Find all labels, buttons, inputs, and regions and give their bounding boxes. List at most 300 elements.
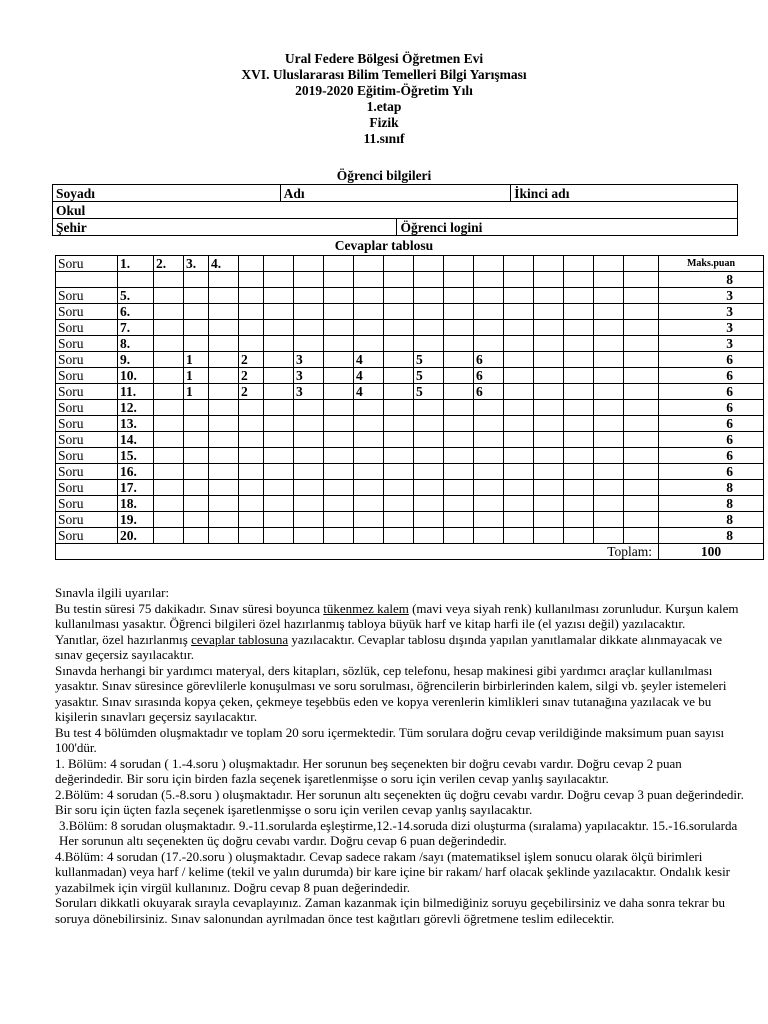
answer-cell[interactable] <box>154 512 184 528</box>
answer-cell[interactable] <box>294 464 324 480</box>
option-number[interactable]: 3 <box>294 352 324 368</box>
answer-cell[interactable] <box>414 432 444 448</box>
answer-cell[interactable] <box>354 400 384 416</box>
answer-cell[interactable] <box>444 288 474 304</box>
answer-cell[interactable] <box>624 336 659 352</box>
answer-cell[interactable] <box>474 416 504 432</box>
answer-cell[interactable] <box>384 400 414 416</box>
option-number[interactable]: 2 <box>239 384 264 400</box>
answer-cell[interactable] <box>474 304 504 320</box>
answer-cell[interactable] <box>184 512 209 528</box>
answer-cell[interactable] <box>534 320 564 336</box>
answer-cell[interactable] <box>414 480 444 496</box>
answer-cell[interactable] <box>414 272 444 288</box>
answer-cell[interactable] <box>534 384 564 400</box>
surname-field[interactable]: Soyadı <box>53 185 281 202</box>
answer-cell[interactable] <box>594 256 624 272</box>
answer-cell[interactable] <box>384 432 414 448</box>
answer-cell[interactable] <box>594 352 624 368</box>
answer-cell[interactable] <box>504 320 534 336</box>
answer-cell[interactable] <box>414 448 444 464</box>
answer-cell[interactable] <box>384 384 414 400</box>
answer-cell[interactable] <box>209 416 239 432</box>
answer-cell[interactable] <box>154 400 184 416</box>
answer-cell[interactable] <box>414 288 444 304</box>
answer-cell[interactable] <box>504 432 534 448</box>
answer-cell[interactable] <box>239 400 264 416</box>
answer-cell[interactable] <box>354 480 384 496</box>
answer-cell[interactable] <box>504 304 534 320</box>
answer-cell[interactable] <box>444 416 474 432</box>
answer-cell[interactable] <box>444 352 474 368</box>
answer-cell[interactable] <box>264 384 294 400</box>
answer-cell[interactable] <box>504 256 534 272</box>
answer-cell[interactable] <box>504 352 534 368</box>
answer-cell[interactable] <box>239 288 264 304</box>
answer-cell[interactable] <box>564 464 594 480</box>
answer-cell[interactable] <box>354 272 384 288</box>
answer-cell[interactable] <box>354 448 384 464</box>
answer-cell[interactable] <box>384 528 414 544</box>
answer-cell[interactable] <box>474 272 504 288</box>
answer-cell[interactable] <box>324 272 354 288</box>
answer-cell[interactable] <box>534 400 564 416</box>
answer-cell[interactable] <box>444 320 474 336</box>
answer-cell[interactable] <box>504 336 534 352</box>
answer-cell[interactable] <box>184 464 209 480</box>
answer-cell[interactable] <box>154 368 184 384</box>
answer-cell[interactable] <box>324 464 354 480</box>
answer-cell[interactable] <box>324 384 354 400</box>
answer-cell[interactable] <box>504 448 534 464</box>
answer-cell[interactable] <box>444 496 474 512</box>
answer-cell[interactable] <box>324 496 354 512</box>
answer-cell[interactable] <box>564 256 594 272</box>
answer-cell[interactable] <box>209 272 239 288</box>
answer-cell[interactable] <box>354 288 384 304</box>
option-number[interactable]: 5 <box>414 368 444 384</box>
answer-cell[interactable] <box>184 496 209 512</box>
answer-cell[interactable] <box>209 480 239 496</box>
answer-cell[interactable] <box>534 416 564 432</box>
answer-cell[interactable] <box>294 288 324 304</box>
answer-cell[interactable] <box>564 336 594 352</box>
answer-cell[interactable] <box>504 272 534 288</box>
option-number[interactable]: 1 <box>184 368 209 384</box>
answer-cell[interactable] <box>209 400 239 416</box>
answer-cell[interactable] <box>624 288 659 304</box>
answer-cell[interactable] <box>154 336 184 352</box>
option-number[interactable]: 1 <box>184 384 209 400</box>
answer-cell[interactable] <box>324 336 354 352</box>
answer-cell[interactable] <box>324 368 354 384</box>
answer-cell[interactable] <box>154 288 184 304</box>
option-number[interactable]: 5 <box>414 384 444 400</box>
answer-cell[interactable] <box>184 400 209 416</box>
option-number[interactable]: 4 <box>354 368 384 384</box>
answer-cell[interactable] <box>384 272 414 288</box>
answer-cell[interactable] <box>594 528 624 544</box>
answer-cell[interactable] <box>239 432 264 448</box>
answer-cell[interactable] <box>624 448 659 464</box>
answer-cell[interactable] <box>504 400 534 416</box>
answer-cell[interactable] <box>594 448 624 464</box>
answer-cell[interactable] <box>294 528 324 544</box>
answer-cell[interactable] <box>504 288 534 304</box>
answer-cell[interactable] <box>354 512 384 528</box>
answer-cell[interactable] <box>624 384 659 400</box>
answer-cell[interactable] <box>264 288 294 304</box>
answer-cell[interactable] <box>444 448 474 464</box>
answer-cell[interactable] <box>474 496 504 512</box>
answer-cell[interactable] <box>624 496 659 512</box>
answer-cell[interactable] <box>209 352 239 368</box>
answer-cell[interactable] <box>444 512 474 528</box>
answer-cell[interactable] <box>504 528 534 544</box>
option-number[interactable]: 4 <box>354 384 384 400</box>
answer-cell[interactable] <box>264 272 294 288</box>
answer-cell[interactable] <box>444 528 474 544</box>
answer-cell[interactable] <box>209 368 239 384</box>
answer-cell[interactable] <box>594 416 624 432</box>
answer-cell[interactable] <box>264 352 294 368</box>
answer-cell[interactable] <box>564 384 594 400</box>
answer-cell[interactable] <box>239 528 264 544</box>
answer-cell[interactable] <box>294 256 324 272</box>
answer-cell[interactable] <box>154 464 184 480</box>
answer-cell[interactable] <box>294 304 324 320</box>
answer-cell[interactable] <box>474 336 504 352</box>
answer-cell[interactable] <box>384 416 414 432</box>
answer-cell[interactable] <box>564 528 594 544</box>
answer-cell[interactable] <box>444 368 474 384</box>
option-number[interactable]: 4 <box>354 352 384 368</box>
answer-cell[interactable] <box>354 496 384 512</box>
answer-cell[interactable] <box>209 336 239 352</box>
answer-cell[interactable] <box>294 336 324 352</box>
answer-cell[interactable] <box>294 400 324 416</box>
answer-cell[interactable] <box>324 432 354 448</box>
answer-cell[interactable] <box>324 320 354 336</box>
answer-cell[interactable] <box>534 432 564 448</box>
answer-cell[interactable] <box>294 320 324 336</box>
option-number[interactable]: 6 <box>474 352 504 368</box>
answer-cell[interactable] <box>534 448 564 464</box>
answer-cell[interactable] <box>184 320 209 336</box>
answer-cell[interactable] <box>264 400 294 416</box>
answer-cell[interactable] <box>504 496 534 512</box>
answer-cell[interactable] <box>564 320 594 336</box>
answer-cell[interactable] <box>594 464 624 480</box>
option-number[interactable]: 5 <box>414 352 444 368</box>
answer-cell[interactable] <box>154 528 184 544</box>
answer-cell[interactable] <box>414 496 444 512</box>
answer-cell[interactable] <box>594 288 624 304</box>
answer-cell[interactable] <box>184 528 209 544</box>
answer-cell[interactable] <box>594 320 624 336</box>
answer-cell[interactable] <box>354 528 384 544</box>
answer-cell[interactable] <box>264 496 294 512</box>
answer-cell[interactable] <box>624 432 659 448</box>
answer-cell[interactable] <box>209 288 239 304</box>
answer-cell[interactable] <box>239 256 264 272</box>
answer-cell[interactable] <box>154 416 184 432</box>
answer-cell[interactable] <box>564 480 594 496</box>
answer-cell[interactable] <box>384 336 414 352</box>
answer-cell[interactable] <box>474 464 504 480</box>
answer-cell[interactable] <box>184 336 209 352</box>
answer-cell[interactable] <box>504 384 534 400</box>
answer-cell[interactable] <box>504 464 534 480</box>
answer-cell[interactable] <box>239 416 264 432</box>
answer-cell[interactable] <box>184 272 209 288</box>
answer-cell[interactable] <box>414 320 444 336</box>
answer-cell[interactable] <box>444 336 474 352</box>
answer-cell[interactable] <box>504 416 534 432</box>
answer-cell[interactable] <box>594 480 624 496</box>
answer-cell[interactable] <box>624 352 659 368</box>
answer-cell[interactable] <box>324 400 354 416</box>
answer-cell[interactable] <box>239 272 264 288</box>
option-number[interactable]: 6 <box>474 384 504 400</box>
second-name-field[interactable]: İkinci adı <box>511 185 738 202</box>
answer-cell[interactable] <box>324 256 354 272</box>
school-field[interactable]: Okul <box>53 202 738 219</box>
answer-cell[interactable] <box>594 336 624 352</box>
option-number[interactable]: 6 <box>474 368 504 384</box>
answer-cell[interactable] <box>564 400 594 416</box>
answer-cell[interactable] <box>184 288 209 304</box>
answer-cell[interactable] <box>474 320 504 336</box>
login-field[interactable]: Öğrenci logini <box>397 219 738 236</box>
answer-cell[interactable] <box>594 304 624 320</box>
answer-cell[interactable] <box>154 272 184 288</box>
answer-cell[interactable] <box>294 432 324 448</box>
answer-cell[interactable] <box>414 416 444 432</box>
answer-cell[interactable] <box>56 272 118 288</box>
answer-cell[interactable] <box>414 304 444 320</box>
answer-cell[interactable] <box>474 400 504 416</box>
answer-cell[interactable] <box>444 304 474 320</box>
answer-cell[interactable] <box>324 288 354 304</box>
answer-cell[interactable] <box>264 416 294 432</box>
answer-cell[interactable] <box>209 384 239 400</box>
answer-cell[interactable] <box>209 448 239 464</box>
answer-cell[interactable] <box>594 400 624 416</box>
answer-cell[interactable] <box>474 256 504 272</box>
answer-cell[interactable] <box>264 528 294 544</box>
answer-cell[interactable] <box>239 512 264 528</box>
answer-cell[interactable] <box>414 528 444 544</box>
name-field[interactable]: Adı <box>280 185 511 202</box>
answer-cell[interactable] <box>354 256 384 272</box>
answer-cell[interactable] <box>534 368 564 384</box>
city-field[interactable]: Şehir <box>53 219 397 236</box>
answer-cell[interactable] <box>239 448 264 464</box>
answer-cell[interactable] <box>474 480 504 496</box>
answer-cell[interactable] <box>209 432 239 448</box>
answer-cell[interactable] <box>294 512 324 528</box>
answer-cell[interactable] <box>624 512 659 528</box>
answer-cell[interactable] <box>444 400 474 416</box>
answer-cell[interactable] <box>534 352 564 368</box>
answer-cell[interactable] <box>474 288 504 304</box>
answer-cell[interactable] <box>444 480 474 496</box>
answer-cell[interactable] <box>624 416 659 432</box>
answer-cell[interactable] <box>324 528 354 544</box>
answer-cell[interactable] <box>564 352 594 368</box>
answer-cell[interactable] <box>414 400 444 416</box>
answer-cell[interactable] <box>384 480 414 496</box>
answer-cell[interactable] <box>624 272 659 288</box>
answer-cell[interactable] <box>504 480 534 496</box>
answer-cell[interactable] <box>564 496 594 512</box>
answer-cell[interactable] <box>239 464 264 480</box>
answer-cell[interactable] <box>624 256 659 272</box>
answer-cell[interactable] <box>534 336 564 352</box>
answer-cell[interactable] <box>184 416 209 432</box>
answer-cell[interactable] <box>564 512 594 528</box>
answer-cell[interactable] <box>184 448 209 464</box>
answer-cell[interactable] <box>264 304 294 320</box>
answer-cell[interactable] <box>534 496 564 512</box>
answer-cell[interactable] <box>414 336 444 352</box>
answer-cell[interactable] <box>564 288 594 304</box>
answer-cell[interactable] <box>444 256 474 272</box>
answer-cell[interactable] <box>154 432 184 448</box>
answer-cell[interactable] <box>444 464 474 480</box>
answer-cell[interactable] <box>594 496 624 512</box>
answer-cell[interactable] <box>384 512 414 528</box>
answer-cell[interactable] <box>239 496 264 512</box>
answer-cell[interactable] <box>594 512 624 528</box>
answer-cell[interactable] <box>264 336 294 352</box>
answer-cell[interactable] <box>624 528 659 544</box>
answer-cell[interactable] <box>624 480 659 496</box>
answer-cell[interactable] <box>354 304 384 320</box>
answer-cell[interactable] <box>384 304 414 320</box>
answer-cell[interactable] <box>264 256 294 272</box>
answer-cell[interactable] <box>184 304 209 320</box>
answer-cell[interactable] <box>444 272 474 288</box>
answer-cell[interactable] <box>354 432 384 448</box>
answer-cell[interactable] <box>209 512 239 528</box>
answer-cell[interactable] <box>294 272 324 288</box>
answer-cell[interactable] <box>184 480 209 496</box>
answer-cell[interactable] <box>414 512 444 528</box>
answer-cell[interactable] <box>264 480 294 496</box>
answer-cell[interactable] <box>264 512 294 528</box>
answer-cell[interactable] <box>624 304 659 320</box>
answer-cell[interactable] <box>354 320 384 336</box>
answer-cell[interactable] <box>564 304 594 320</box>
answer-cell[interactable] <box>239 320 264 336</box>
answer-cell[interactable] <box>324 512 354 528</box>
option-number[interactable]: 2 <box>239 352 264 368</box>
answer-cell[interactable] <box>564 448 594 464</box>
answer-cell[interactable] <box>354 416 384 432</box>
answer-cell[interactable] <box>414 464 444 480</box>
answer-cell[interactable] <box>444 432 474 448</box>
answer-cell[interactable] <box>209 528 239 544</box>
answer-cell[interactable] <box>594 432 624 448</box>
answer-cell[interactable] <box>324 352 354 368</box>
answer-cell[interactable] <box>564 416 594 432</box>
answer-cell[interactable] <box>154 480 184 496</box>
answer-cell[interactable] <box>624 320 659 336</box>
answer-cell[interactable] <box>534 256 564 272</box>
answer-cell[interactable] <box>474 448 504 464</box>
answer-cell[interactable] <box>534 464 564 480</box>
answer-cell[interactable] <box>564 272 594 288</box>
answer-cell[interactable] <box>474 512 504 528</box>
answer-cell[interactable] <box>534 528 564 544</box>
answer-cell[interactable] <box>594 384 624 400</box>
answer-cell[interactable] <box>414 256 444 272</box>
option-number[interactable]: 3 <box>294 368 324 384</box>
answer-cell[interactable] <box>239 480 264 496</box>
answer-cell[interactable] <box>294 416 324 432</box>
answer-cell[interactable] <box>184 432 209 448</box>
answer-cell[interactable] <box>324 448 354 464</box>
answer-cell[interactable] <box>384 448 414 464</box>
answer-cell[interactable] <box>384 288 414 304</box>
answer-cell[interactable] <box>324 480 354 496</box>
answer-cell[interactable] <box>564 432 594 448</box>
answer-cell[interactable] <box>384 368 414 384</box>
answer-cell[interactable] <box>474 528 504 544</box>
answer-cell[interactable] <box>444 384 474 400</box>
answer-cell[interactable] <box>264 432 294 448</box>
answer-cell[interactable] <box>534 512 564 528</box>
answer-cell[interactable] <box>154 304 184 320</box>
answer-cell[interactable] <box>324 416 354 432</box>
answer-cell[interactable] <box>209 304 239 320</box>
answer-cell[interactable] <box>534 288 564 304</box>
answer-cell[interactable] <box>594 272 624 288</box>
answer-cell[interactable] <box>594 368 624 384</box>
answer-cell[interactable] <box>384 352 414 368</box>
answer-cell[interactable] <box>324 304 354 320</box>
answer-cell[interactable] <box>534 304 564 320</box>
answer-cell[interactable] <box>294 496 324 512</box>
answer-cell[interactable] <box>564 368 594 384</box>
answer-cell[interactable] <box>209 496 239 512</box>
option-number[interactable]: 3 <box>294 384 324 400</box>
answer-cell[interactable] <box>624 368 659 384</box>
answer-cell[interactable] <box>354 464 384 480</box>
option-number[interactable]: 1 <box>184 352 209 368</box>
answer-cell[interactable] <box>534 272 564 288</box>
answer-cell[interactable] <box>384 496 414 512</box>
answer-cell[interactable] <box>118 272 154 288</box>
answer-cell[interactable] <box>384 464 414 480</box>
answer-cell[interactable] <box>384 320 414 336</box>
answer-cell[interactable] <box>264 448 294 464</box>
answer-cell[interactable] <box>504 512 534 528</box>
answer-cell[interactable] <box>504 368 534 384</box>
answer-cell[interactable] <box>534 480 564 496</box>
answer-cell[interactable] <box>624 464 659 480</box>
answer-cell[interactable] <box>154 352 184 368</box>
answer-cell[interactable] <box>264 464 294 480</box>
answer-cell[interactable] <box>264 320 294 336</box>
answer-cell[interactable] <box>154 448 184 464</box>
answer-cell[interactable] <box>264 368 294 384</box>
answer-cell[interactable] <box>239 304 264 320</box>
option-number[interactable]: 2 <box>239 368 264 384</box>
answer-cell[interactable] <box>209 320 239 336</box>
